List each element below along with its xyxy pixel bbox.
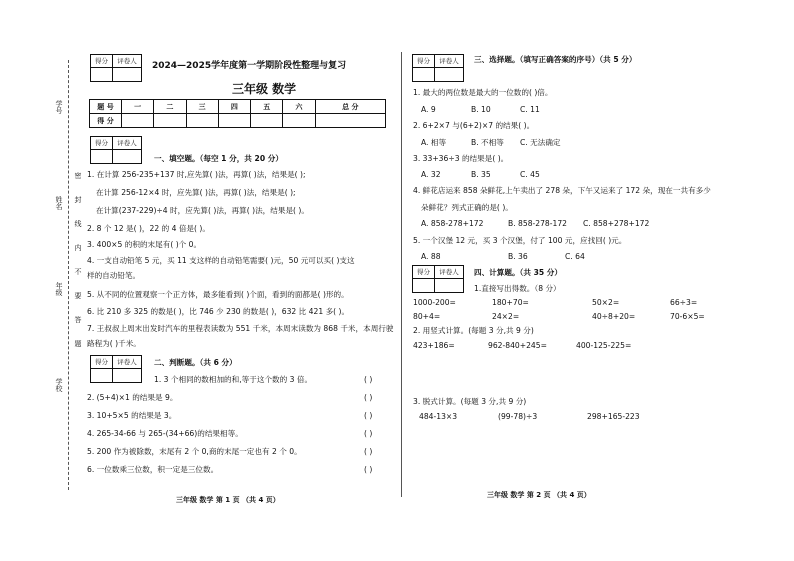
- grader-label: 评卷人: [435, 266, 463, 279]
- seal-char-da: 答: [74, 316, 82, 323]
- score-cell[interactable]: [91, 150, 113, 163]
- grade-header: 总 分: [315, 100, 385, 114]
- section4-title: 四、计算题。（共 35 分）: [474, 268, 562, 277]
- score-box-sec3: [412, 54, 464, 82]
- grader-label: 评卷人: [113, 137, 141, 150]
- judge-item: 3. 10+5×5 的结果是 3。: [87, 411, 177, 420]
- seal-char-yao: 要: [74, 292, 82, 299]
- oral-item: 40÷8+20=: [592, 312, 636, 321]
- page-divider: [401, 52, 402, 497]
- oral-item: 50×2=: [592, 298, 620, 307]
- score-label: 得分: [91, 137, 113, 150]
- score-cell[interactable]: [91, 369, 113, 382]
- choice-question: 1. 最大的两位数是最大的一位数的( )倍。: [413, 88, 553, 97]
- score-label: 得分: [91, 55, 113, 68]
- grade-cell[interactable]: [283, 114, 315, 128]
- choice-option[interactable]: B. 858-278-172: [508, 219, 567, 228]
- choice-option[interactable]: B. 10: [471, 105, 491, 114]
- choice-question-cont: 朵鲜花？列式正确的是( )。: [421, 203, 513, 212]
- judge-mark[interactable]: ( ): [364, 411, 373, 420]
- grade-header: 六: [283, 100, 315, 114]
- exam-subtitle: 三年级 数学: [232, 82, 297, 96]
- binding-dashed-line: [68, 60, 69, 490]
- page2-footer: 三年级 数学 第 2 页 （共 4 页）: [487, 491, 591, 499]
- choice-question: 2. 6+2×7 与(6+2)×7 的结果( )。: [413, 121, 535, 130]
- judge-mark[interactable]: ( ): [364, 447, 373, 456]
- choice-option[interactable]: C. 无法确定: [520, 138, 561, 147]
- exam-title: 2024—2025学年度第一学期阶段性整理与复习: [152, 61, 347, 71]
- choice-option[interactable]: A. 32: [421, 170, 441, 179]
- grade-header: 题 号: [90, 100, 122, 114]
- score-box-header: [90, 54, 142, 82]
- score-cell[interactable]: [413, 279, 435, 292]
- grader-cell[interactable]: [113, 369, 141, 382]
- page1-footer: 三年级 数学 第 1 页 （共 4 页）: [176, 496, 280, 504]
- oral-item: 66÷3=: [670, 298, 698, 307]
- fill-line: 样的自动铅笔。: [87, 271, 141, 280]
- grader-cell[interactable]: [435, 68, 463, 81]
- fill-line: 5. 从不同的位置观察一个正方体，最多能看到( )个面，看到的面都是( )形的。: [87, 290, 349, 299]
- fill-line: 1. 在计算 256-235+137 时,应先算( )法，再算( )法，结果是( );: [87, 170, 306, 179]
- judge-item: 6. 一位数乘三位数，积一定是三位数。: [87, 465, 219, 474]
- sub1-title: 1.直接写出得数。（8 分）: [474, 284, 561, 293]
- grade-header: 一: [122, 100, 154, 114]
- vertical-item: 962-840+245=: [488, 341, 547, 350]
- grade-cell[interactable]: [315, 114, 385, 128]
- grade-header: 四: [218, 100, 250, 114]
- grader-cell[interactable]: [113, 68, 141, 81]
- score-cell[interactable]: [91, 68, 113, 81]
- oral-item: 80+4=: [413, 312, 441, 321]
- sub2-title: 2. 用竖式计算。(每题 3 分,共 9 分): [413, 326, 534, 335]
- fill-line: 在计算 256-12×4 时，应先算( )法，再算( )法，结果是( );: [96, 188, 296, 197]
- sub3-title: 3. 脱式计算。(每题 3 分,共 9 分): [413, 397, 527, 406]
- section2-title: 二、判断题。（共 6 分）: [154, 358, 237, 367]
- seal-char-mi: 密: [74, 172, 82, 179]
- binding-label-name: 姓名: [55, 196, 63, 210]
- choice-option[interactable]: B. 36: [508, 252, 528, 261]
- binding-label-school: 学校: [55, 378, 63, 392]
- oral-item: 24×2=: [492, 312, 520, 321]
- binding-label-student-id: 学号: [55, 100, 63, 114]
- choice-question: 3. 33+36÷3 的结果是( )。: [413, 154, 509, 163]
- choice-option[interactable]: A. 88: [421, 252, 441, 261]
- choice-option[interactable]: C. 45: [520, 170, 540, 179]
- seal-char-bu: 不: [74, 268, 82, 275]
- stepwise-item: 298+165-223: [587, 412, 640, 421]
- judge-item: 4. 265-34-66 与 265-(34+66)的结果相等。: [87, 429, 243, 438]
- choice-option[interactable]: C. 64: [565, 252, 585, 261]
- choice-option[interactable]: A. 858-278+172: [421, 219, 484, 228]
- stepwise-item: 484-13×3: [419, 412, 458, 421]
- grader-label: 评卷人: [113, 356, 141, 369]
- score-cell[interactable]: [413, 68, 435, 81]
- score-box-sec2: [90, 355, 142, 383]
- grade-header: 二: [154, 100, 186, 114]
- fill-line: 2. 8 个 12 是( )，22 的 4 倍是( )。: [87, 224, 210, 233]
- judge-mark[interactable]: ( ): [364, 393, 373, 402]
- section3-title: 三、选择题。（填写正确答案的序号）（共 5 分）: [474, 55, 637, 64]
- score-box-sec4: [412, 265, 464, 293]
- choice-option[interactable]: C. 11: [520, 105, 540, 114]
- grade-cell[interactable]: [218, 114, 250, 128]
- grade-cell[interactable]: [251, 114, 283, 128]
- fill-line: 在计算(237-229)÷4 时，应先算( )法，再算( )法，结果是( )。: [96, 206, 309, 215]
- oral-item: 180+70=: [492, 298, 529, 307]
- stepwise-item: (99-78)÷3: [498, 412, 538, 421]
- vertical-item: 423+186=: [413, 341, 455, 350]
- choice-option[interactable]: C. 858+278+172: [583, 219, 650, 228]
- score-label: 得分: [413, 55, 435, 68]
- choice-question: 4. 鲜花店运来 858 朵鲜花,上午卖出了 278 朵，下午又运来了 172 朵，现在一共有多少: [413, 186, 711, 195]
- fill-line: 6. 比 210 多 325 的数是( )，比 746 少 230 的数是( )，632 比 421 多( )。: [87, 307, 350, 316]
- score-label: 得分: [91, 356, 113, 369]
- choice-option[interactable]: A. 相等: [421, 138, 447, 147]
- vertical-item: 400-125-225=: [576, 341, 632, 350]
- oral-item: 70-6×5=: [670, 312, 705, 321]
- judge-item: 5. 200 作为被除数，末尾有 2 个 0,商的末尾一定也有 2 个 0。: [87, 447, 302, 456]
- grader-label: 评卷人: [435, 55, 463, 68]
- grade-table: [89, 99, 386, 128]
- score-label: 得分: [413, 266, 435, 279]
- seal-char-xian: 线: [74, 220, 82, 227]
- grade-header: 五: [251, 100, 283, 114]
- grade-header: 三: [186, 100, 218, 114]
- judge-mark[interactable]: ( ): [364, 375, 373, 384]
- judge-mark[interactable]: ( ): [364, 465, 373, 474]
- choice-question: 5. 一个汉堡 12 元，买 3 个汉堡，付了 100 元，应找回( )元。: [413, 236, 627, 245]
- binding-label-grade: 年级: [55, 282, 63, 296]
- fill-line: 路程为( )千米。: [87, 339, 141, 348]
- grade-cell[interactable]: [186, 114, 218, 128]
- fill-line: 3. 400×5 的积的末尾有( )个 0。: [87, 240, 202, 249]
- judge-item: 2. (5+4)×1 的结果是 9。: [87, 393, 178, 402]
- grader-cell[interactable]: [435, 279, 463, 292]
- grader-cell[interactable]: [113, 150, 141, 163]
- choice-option[interactable]: A. 9: [421, 105, 436, 114]
- judge-mark[interactable]: ( ): [364, 429, 373, 438]
- seal-char-ti: 题: [74, 340, 82, 347]
- grader-label: 评卷人: [113, 55, 141, 68]
- judge-item: 1. 3 个相同的数相加的和,等于这个数的 3 倍。: [154, 375, 313, 384]
- choice-option[interactable]: B. 35: [471, 170, 491, 179]
- seal-char-nei: 内: [74, 244, 82, 251]
- grade-cell[interactable]: [122, 114, 154, 128]
- fill-line: 4. 一支自动铅笔 5 元，买 11 支这样的自动铅笔需要( )元，50 元可以买( )支这: [87, 256, 355, 265]
- fill-line: 7. 王叔叔上周末出发时汽车的里程表读数为 551 千米，本周末读数为 868 千米，本周行驶: [87, 324, 394, 333]
- oral-item: 1000-200=: [413, 298, 456, 307]
- section1-title: 一、填空题。（每空 1 分，共 20 分）: [154, 154, 283, 163]
- score-box-sec1: [90, 136, 142, 164]
- grade-row-label: 得 分: [90, 114, 122, 128]
- seal-char-feng: 封: [74, 196, 82, 203]
- choice-option[interactable]: B. 不相等: [471, 138, 504, 147]
- grade-cell[interactable]: [154, 114, 186, 128]
